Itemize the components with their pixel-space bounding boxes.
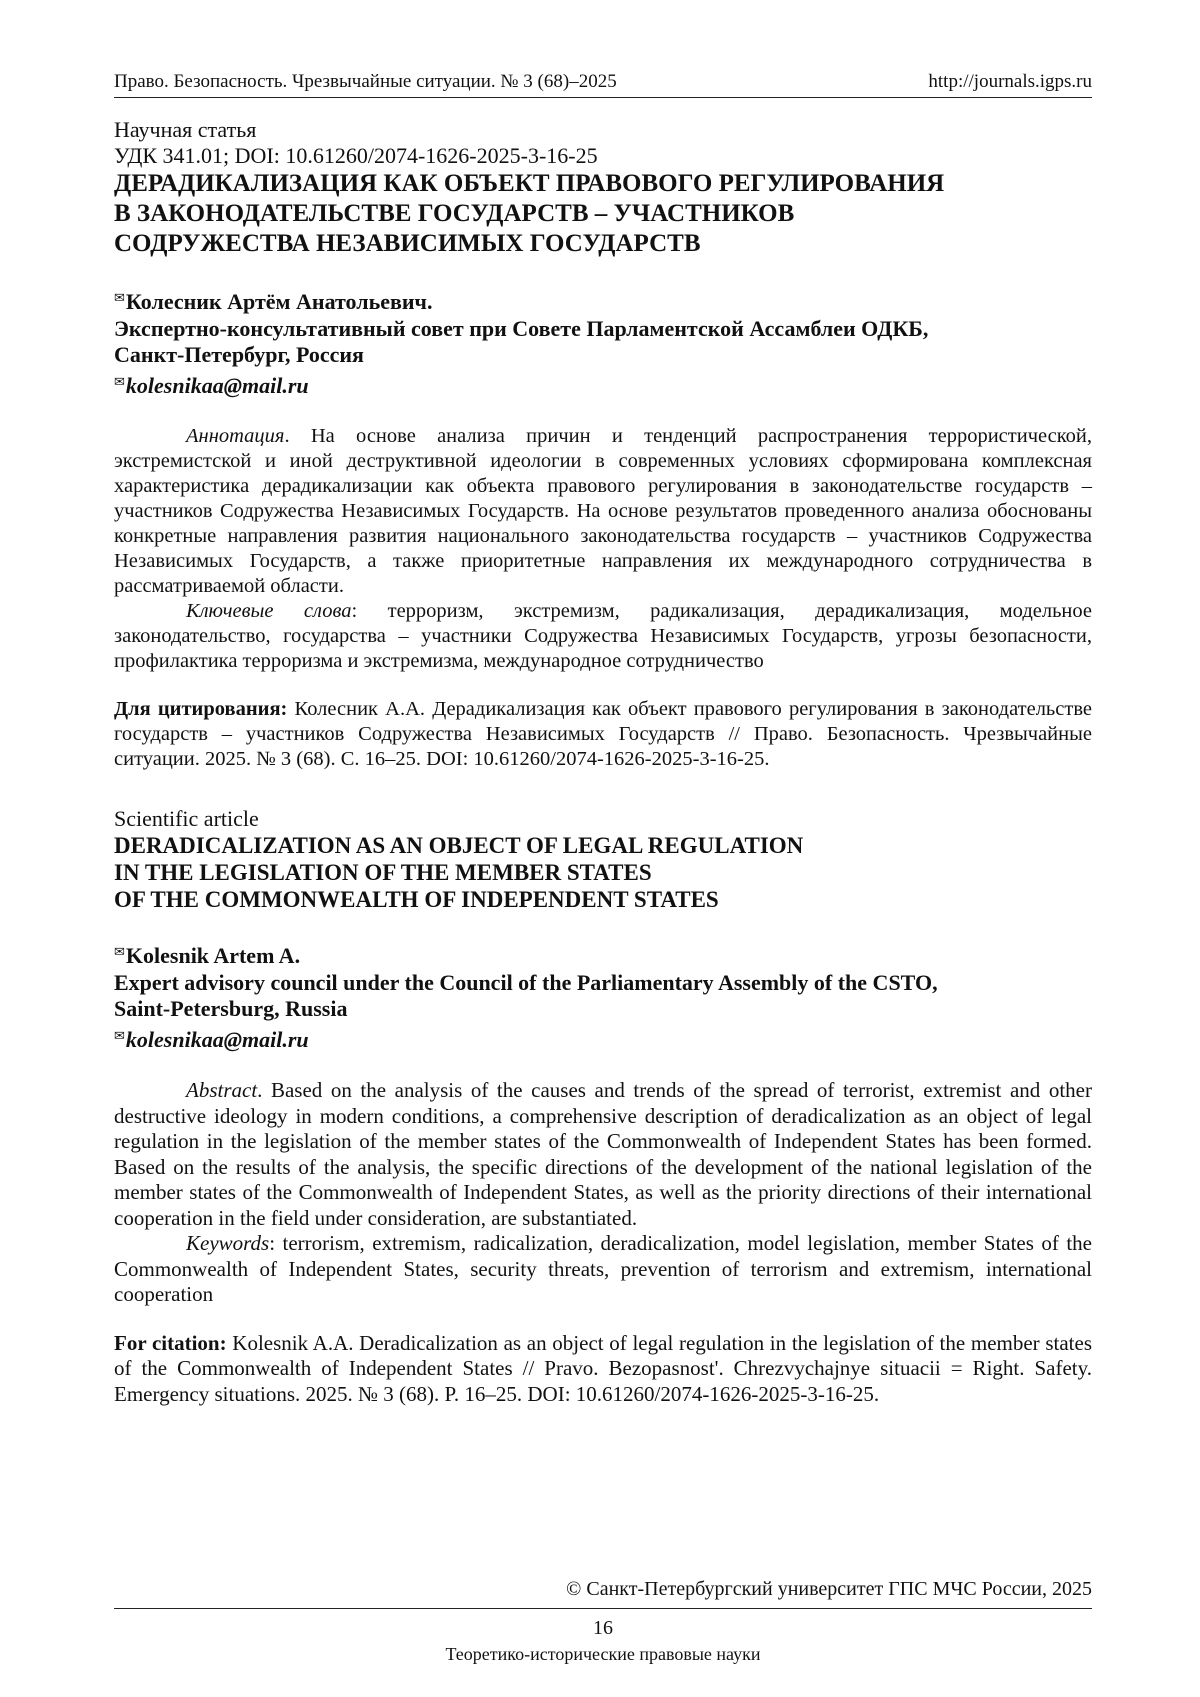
footer-divider bbox=[114, 1608, 1092, 1609]
author-name: Колесник Артём Анатольевич. bbox=[125, 289, 433, 314]
article-type: Scientific article bbox=[114, 806, 259, 831]
envelope-icon: ✉ bbox=[114, 290, 125, 305]
affiliation-line: Expert advisory council under the Council of the Parliamentary Assembly of the CSTO, bbox=[114, 969, 938, 995]
keywords-paragraph bbox=[114, 599, 1092, 674]
footer-section: Теоретико-исторические правовые науки bbox=[445, 1644, 761, 1664]
title-line: DERADICALIZATION AS AN OBJECT OF LEGAL REGULATION bbox=[114, 833, 804, 858]
keywords-paragraph bbox=[114, 1231, 1092, 1308]
author-email[interactable]: kolesnikaa@mail.ru bbox=[125, 1026, 309, 1052]
copyright: © Санкт-Петербургский университет ГПС МЧС России, 2025 bbox=[566, 1578, 1092, 1600]
title-line: В ЗАКОНОДАТЕЛЬСТВЕ ГОСУДАРСТВ – УЧАСТНИКОВ bbox=[114, 200, 795, 227]
keywords-text: : terrorism, extremism, radicalization, deradicalization, model legislation, member States of the Commonwealth of Independent States, security threats, prevention of terrorism and extremism, international cooperation bbox=[114, 1231, 1092, 1306]
citation-text: Колесник А.А. Дерадикализация как объект правового регулирования в законодательстве государств – участников Содружества Независимых Государств // Право. Безопасность. Чрезвычайные ситуации. 2025. № 3 (68). С. 16–25. DOI: 10.61260/2074-1626-2025-3-16-25. bbox=[114, 698, 1092, 770]
russian-section bbox=[114, 117, 1092, 772]
title-line: ДЕРАДИКАЛИЗАЦИЯ КАК ОБЪЕКТ ПРАВОВОГО РЕГУЛИРОВАНИЯ bbox=[114, 170, 945, 197]
envelope-icon: ✉ bbox=[114, 373, 125, 389]
keywords-text: : терроризм, экстремизм, радикализация, дерадикализация, модельное законодательство, государства – участники Содружества Независимых Государств, угрозы безопасности, профилактика терроризма и экстремизма, международное сотрудничество bbox=[114, 600, 1092, 672]
citation-label: Для цитирования: bbox=[114, 698, 288, 720]
abstract-paragraph bbox=[114, 1078, 1092, 1231]
author-block bbox=[114, 939, 1092, 1053]
author-name: Kolesnik Artem A. bbox=[125, 943, 301, 968]
article-title bbox=[114, 832, 1092, 913]
keywords-label: Keywords bbox=[186, 1231, 270, 1255]
udk-doi: УДК 341.01; DOI: 10.61260/2074-1626-2025-3-16-25 bbox=[114, 143, 598, 168]
citation-block bbox=[114, 1331, 1092, 1408]
affiliation-line: Saint-Petersburg, Russia bbox=[114, 996, 348, 1021]
abstract-text: . Based on the analysis of the causes and trends of the spread of terrorist, extremist and other destructive ideology in modern conditions, a comprehensive description of deradicalization as an object of legal regulation in the legislation of the member states of the Commonwealth of Independent States has been formed. Based on the results of the analysis, the specific directions of the development of the national legislation of the member states of the Commonwealth of Independent States, as well as the priority directions of their international cooperation in the field under consideration, are substantiated. bbox=[114, 1078, 1092, 1230]
title-line: СОДРУЖЕСТВА НЕЗАВИСИМЫХ ГОСУДАРСТВ bbox=[114, 230, 701, 257]
journal-url[interactable]: http://journals.igps.ru bbox=[928, 71, 1092, 92]
envelope-icon: ✉ bbox=[114, 1027, 125, 1043]
affiliation-line: Санкт-Петербург, Россия bbox=[114, 342, 364, 367]
citation-text: Kolesnik A.A. Deradicalization as an object of legal regulation in the legislation of the member states of the Commonwealth of Independent States // Pravo. Bezopasnost'. Chrezvychajnye situacii = Right. Safety. Emergency situations. 2025. № 3 (68). P. 16–25. DOI: 10.61260/2074-1626-2025-3-16-25. bbox=[114, 1330, 1093, 1406]
abstract-text: . На основе анализа причин и тенденций распространения террористической, экстремистской и иной деструктивной идеологии в современных условиях сформирована комплексная характеристика дерадикализации как объекта правового регулирования в законодательстве государств – участников Содружества Независимых Государств. На основе результатов проведенного анализа обоснованы конкретные направления развития национального законодательства государств – участников Содружества Независимых Государств, а также приоритетные направления их международного сотрудничества в рассматриваемой области. bbox=[114, 425, 1092, 597]
abstract-block bbox=[114, 1078, 1092, 1308]
abstract-block bbox=[114, 424, 1092, 674]
abstract-paragraph bbox=[114, 424, 1092, 599]
title-line: IN THE LEGISLATION OF THE MEMBER STATES bbox=[114, 860, 652, 885]
running-header bbox=[114, 71, 1092, 98]
citation-block bbox=[114, 697, 1092, 772]
journal-name: Право. Безопасность. Чрезвычайные ситуации. № 3 (68)–2025 bbox=[114, 71, 617, 92]
abstract-label: Abstract bbox=[186, 1078, 258, 1102]
abstract-label: Аннотация bbox=[186, 425, 285, 447]
article-type: Научная статья bbox=[114, 117, 257, 142]
page-number: 16 bbox=[593, 1617, 613, 1639]
citation-label: For citation: bbox=[114, 1330, 227, 1355]
envelope-icon: ✉ bbox=[114, 944, 125, 959]
author-block bbox=[114, 285, 1092, 399]
english-section bbox=[114, 806, 1092, 1407]
affiliation-line: Экспертно-консультативный совет при Совете Парламентской Ассамблеи ОДКБ, bbox=[114, 315, 929, 341]
keywords-label: Ключевые слова bbox=[186, 600, 352, 622]
title-line: OF THE COMMONWEALTH OF INDEPENDENT STATES bbox=[114, 887, 719, 912]
article-title bbox=[114, 169, 1092, 259]
author-email[interactable]: kolesnikaa@mail.ru bbox=[125, 372, 309, 398]
